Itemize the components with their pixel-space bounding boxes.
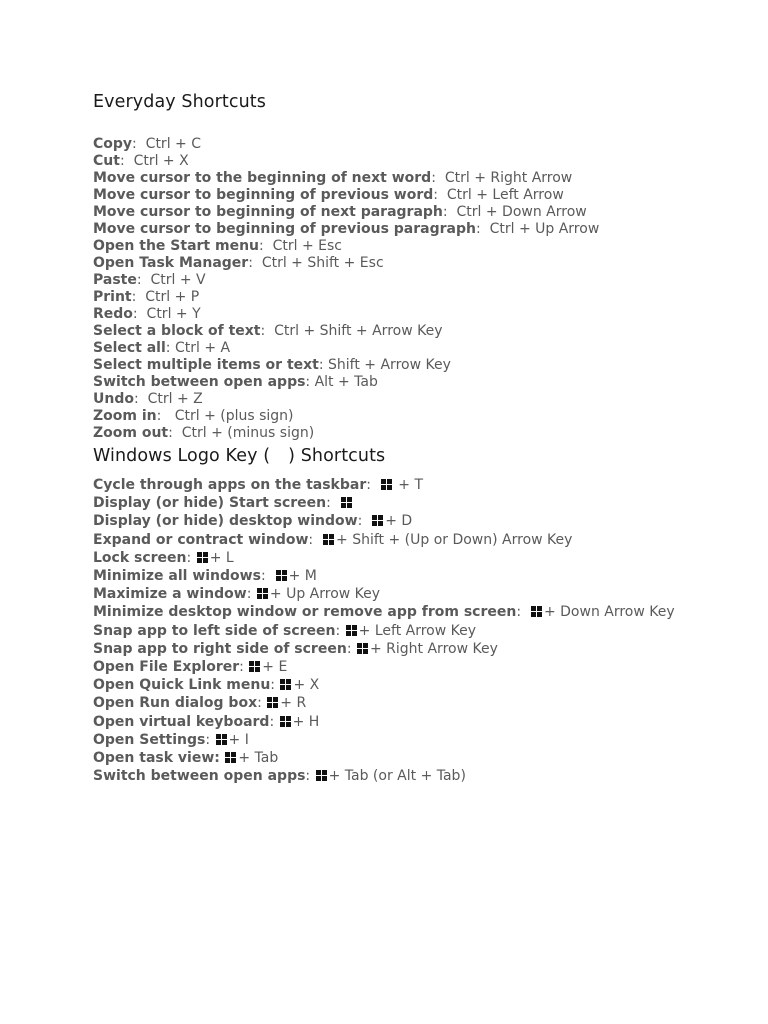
shortcut-row — [93, 494, 753, 512]
shortcut-row — [93, 323, 753, 340]
shortcut-separator: : — [516, 604, 530, 621]
shortcut-separator: : — [168, 425, 182, 441]
shortcut-keys: Ctrl + C — [145, 136, 201, 152]
windows-logo-icon — [316, 770, 328, 781]
shortcut-action: Cycle through apps on the taskbar — [93, 477, 367, 493]
shortcut-separator: : — [136, 272, 151, 288]
shortcut-action: Zoom out — [93, 425, 169, 441]
windows-logo-icon — [280, 716, 292, 727]
windows-logo-icon — [381, 479, 393, 490]
shortcut-separator — [220, 750, 224, 766]
shortcut-action: Paste — [93, 272, 137, 288]
shortcut-keys: + Right Arrow Key — [369, 640, 498, 657]
shortcut-keys: Ctrl + A — [174, 340, 231, 356]
shortcut-row — [93, 391, 753, 408]
shortcut-keys: + Shift + (Up or Down) Arrow Key — [336, 531, 573, 548]
shortcut-action: Open Task Manager — [93, 255, 249, 271]
shortcut-row — [93, 425, 753, 442]
shortcut-row — [93, 289, 753, 306]
heading-windows-logo-key-shortcuts — [93, 442, 753, 470]
shortcut-keys: Ctrl + Y — [146, 306, 201, 322]
shortcut-keys: Ctrl + Shift + Esc — [261, 255, 384, 271]
shortcut-row — [93, 476, 753, 494]
shortcut-separator: : — [132, 136, 146, 152]
shortcut-row — [93, 408, 753, 425]
shortcut-row — [93, 531, 753, 549]
shortcut-keys: + M — [288, 568, 317, 585]
windows-logo-icon — [372, 515, 384, 526]
windows-logo-icon — [267, 697, 279, 708]
shortcut-separator: : — [357, 513, 372, 530]
windows-logo-icon — [341, 497, 353, 508]
shortcut-row — [93, 658, 753, 676]
windows-logo-icon — [257, 588, 269, 599]
shortcut-separator: : — [248, 255, 262, 271]
shortcut-action: Move cursor to beginning of previous paragraph — [93, 221, 476, 237]
shortcut-keys: + Down Arrow Key — [543, 604, 675, 621]
shortcut-keys: Ctrl + X — [133, 153, 189, 169]
shortcut-separator: : — [165, 340, 175, 356]
shortcut-row — [93, 340, 753, 357]
shortcut-action: Open File Explorer — [93, 659, 240, 676]
windows-logo-icon — [323, 534, 335, 545]
shortcut-action: Lock screen — [93, 549, 187, 566]
shortcut-action: Expand or contract window — [93, 531, 309, 548]
shortcut-separator: : — [326, 495, 340, 512]
shortcut-separator: : — [346, 640, 356, 657]
windows-logo-icon — [276, 570, 288, 581]
shortcut-keys: + R — [280, 695, 307, 712]
windows-logo-icon — [225, 752, 237, 763]
shortcut-row — [93, 170, 753, 187]
shortcut-row — [93, 749, 753, 767]
shortcut-separator: : — [260, 568, 275, 585]
heading2-post: ) Shortcuts — [288, 446, 386, 466]
shortcut-keys: + Tab — [238, 750, 279, 767]
shortcut-separator: : — [156, 408, 175, 424]
shortcut-action: Undo — [93, 391, 134, 407]
shortcut-action: Snap app to left side of screen — [93, 622, 336, 639]
shortcut-separator: : — [257, 695, 267, 712]
shortcut-row — [93, 187, 753, 204]
shortcut-keys: Ctrl + Shift + Arrow Key — [274, 323, 443, 339]
shortcut-separator: : — [132, 306, 147, 322]
shortcut-keys: Ctrl + Right Arrow — [444, 170, 573, 186]
shortcut-action: Open Settings — [93, 731, 206, 748]
shortcut-keys: Ctrl + Down Arrow — [456, 204, 587, 220]
windows-logo-icon — [249, 661, 261, 672]
windows-logo-icon — [216, 734, 228, 745]
shortcut-row — [93, 713, 753, 731]
shortcut-row — [93, 676, 753, 694]
shortcut-action: Select multiple items or text — [93, 357, 319, 373]
shortcut-action: Copy — [93, 136, 133, 152]
document-page — [93, 88, 753, 785]
shortcut-action: Zoom in — [93, 408, 157, 424]
shortcut-row — [93, 136, 753, 153]
shortcut-separator: : — [366, 477, 380, 493]
shortcut-separator: : — [186, 549, 196, 566]
shortcut-row — [93, 306, 753, 323]
shortcut-action: Snap app to right side of screen — [93, 640, 347, 657]
shortcut-row — [93, 204, 753, 221]
shortcut-row — [93, 512, 753, 530]
heading2-pre: Windows Logo Key ( — [93, 446, 271, 466]
shortcut-separator: : — [269, 713, 279, 730]
shortcut-keys: Alt + Tab — [314, 374, 378, 390]
shortcut-keys: Ctrl + Up Arrow — [489, 221, 600, 237]
shortcut-keys: + X — [293, 677, 320, 694]
shortcut-action: Open virtual keyboard — [93, 713, 270, 730]
shortcut-keys: Ctrl + P — [145, 289, 200, 305]
shortcut-row — [93, 221, 753, 238]
shortcut-separator: : — [133, 391, 148, 407]
everyday-shortcuts-list — [93, 136, 753, 442]
shortcut-action: Open Quick Link menu — [93, 677, 271, 694]
shortcut-separator: : — [318, 357, 329, 373]
shortcut-keys: Ctrl + (plus sign) — [174, 408, 294, 424]
shortcut-separator: : — [335, 622, 345, 639]
shortcut-action: Select all — [93, 340, 166, 356]
windows-logo-icon — [280, 679, 292, 690]
shortcut-separator: : — [442, 204, 457, 220]
shortcut-separator: : — [475, 221, 490, 237]
shortcut-keys: + Left Arrow Key — [358, 622, 477, 639]
shortcut-keys: Ctrl + (minus sign) — [181, 425, 315, 441]
shortcut-keys: + H — [292, 713, 320, 730]
shortcut-action: Switch between open apps — [93, 374, 306, 390]
shortcut-separator: : — [246, 586, 256, 603]
shortcut-action: Switch between open apps — [93, 768, 306, 785]
shortcut-keys: + T — [393, 477, 424, 493]
shortcut-keys: + D — [385, 513, 413, 530]
shortcut-action: Move cursor to the beginning of next word — [93, 170, 432, 186]
shortcut-row — [93, 622, 753, 640]
shortcut-keys: Ctrl + Left Arrow — [446, 187, 564, 203]
shortcut-row — [93, 603, 753, 621]
shortcut-row — [93, 255, 753, 272]
shortcut-keys: + Up Arrow Key — [269, 586, 381, 603]
shortcut-separator: : — [433, 187, 447, 203]
shortcut-keys: Ctrl + V — [150, 272, 206, 288]
windows-logo-icon — [357, 643, 369, 654]
shortcut-separator: : — [431, 170, 445, 186]
shortcut-action: Move cursor to beginning of previous word — [93, 187, 434, 203]
windows-logo-icon — [346, 625, 358, 636]
shortcut-row — [93, 640, 753, 658]
shortcut-keys: Ctrl + Esc — [272, 238, 343, 254]
shortcut-action: Minimize desktop window or remove app from screen — [93, 604, 517, 621]
heading-everyday-shortcuts: Everyday Shortcuts — [93, 92, 266, 112]
shortcut-action: Print — [93, 289, 132, 305]
shortcut-keys: + I — [228, 731, 249, 748]
shortcut-action: Cut — [93, 153, 120, 169]
shortcut-row — [93, 272, 753, 289]
shortcut-separator: : — [308, 531, 323, 548]
shortcut-row — [93, 731, 753, 749]
shortcut-action: Open task view: — [93, 750, 220, 767]
shortcut-keys: Ctrl + Z — [147, 391, 203, 407]
shortcut-row — [93, 767, 753, 785]
shortcut-action: Minimize all windows — [93, 568, 261, 585]
shortcut-row — [93, 694, 753, 712]
shortcut-keys: Shift + Arrow Key — [328, 357, 451, 373]
shortcut-separator: : — [131, 289, 146, 305]
shortcut-row — [93, 567, 753, 585]
shortcut-action: Move cursor to beginning of next paragraph — [93, 204, 443, 220]
windows-logo-icon — [197, 552, 209, 563]
shortcut-action: Display (or hide) Start screen — [93, 495, 327, 512]
shortcut-keys: + E — [262, 659, 288, 676]
shortcut-separator: : — [305, 374, 315, 390]
shortcut-row — [93, 549, 753, 567]
shortcut-row — [93, 585, 753, 603]
windows-key-shortcuts-list — [93, 476, 753, 785]
shortcut-separator: : — [119, 153, 134, 169]
shortcut-row — [93, 238, 753, 255]
shortcut-row — [93, 374, 753, 391]
shortcut-separator: : — [239, 659, 249, 676]
shortcut-separator: : — [259, 238, 273, 254]
shortcut-separator: : — [270, 677, 280, 694]
shortcut-row — [93, 153, 753, 170]
shortcut-separator: : — [305, 768, 315, 785]
shortcut-separator: : — [205, 731, 215, 748]
shortcut-action: Open Run dialog box — [93, 695, 258, 712]
shortcut-action: Maximize a window — [93, 586, 247, 603]
shortcut-action: Select a block of text — [93, 323, 261, 339]
shortcut-action: Redo — [93, 306, 133, 322]
shortcut-keys: + Tab (or Alt + Tab) — [328, 768, 466, 785]
shortcut-separator: : — [260, 323, 275, 339]
shortcut-keys: + L — [209, 549, 234, 566]
windows-logo-icon — [531, 606, 543, 617]
shortcut-action: Display (or hide) desktop window — [93, 513, 358, 530]
shortcut-row — [93, 357, 753, 374]
shortcut-action: Open the Start menu — [93, 238, 259, 254]
